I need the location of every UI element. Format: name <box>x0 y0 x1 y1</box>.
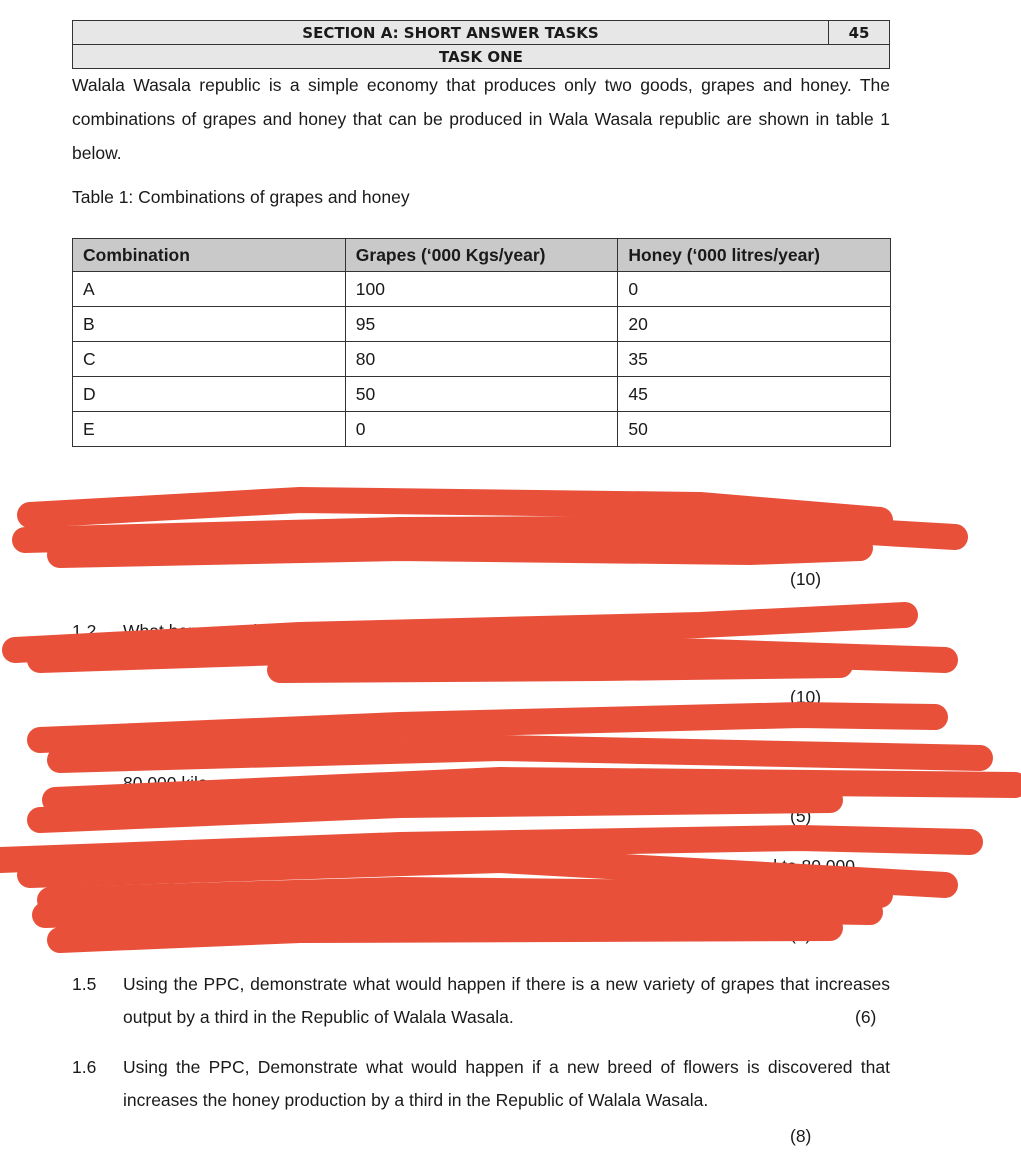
table-cell: 0 <box>345 412 618 447</box>
table-cell: 35 <box>618 342 891 377</box>
question-number: 1.6 <box>72 1057 97 1077</box>
redaction-stroke <box>40 800 830 820</box>
question-text: which correspond to 80 000 <box>640 856 855 876</box>
column-header: Combination <box>73 239 346 272</box>
redaction-stroke <box>60 928 830 940</box>
question-1-2-marks: (10) <box>790 687 822 707</box>
redaction-stroke <box>280 665 840 670</box>
table-cell: E <box>73 412 346 447</box>
table-cell: B <box>73 307 346 342</box>
table-cell: 45 <box>618 377 891 412</box>
question-text: Using the PPC, Demonstrate what would happen if a new breed of flowers is discovered that increases the honey production by a third in the Republic of Walala Wasala. <box>123 1057 890 1110</box>
question-text: Using the PPC, demonstrate what would happen if there is a new variety of grapes that increases output by a third in the Republic of Walala Wasala. <box>123 974 890 1027</box>
redaction-stroke <box>60 548 860 555</box>
table-caption: Table 1: Combinations of grapes and honey <box>72 187 410 207</box>
table-cell: 80 <box>345 342 618 377</box>
question-1-6-marks: (8) <box>790 1126 812 1146</box>
redaction-stroke <box>45 905 870 915</box>
question-1-4-marks: (6) <box>790 924 812 944</box>
section-title: SECTION A: SHORT ANSWER TASKS <box>73 21 829 45</box>
question-1-5 <box>72 968 890 1034</box>
redaction-stroke <box>60 748 980 760</box>
table-cell: 20 <box>618 307 891 342</box>
question-1-1-marks: (10) <box>790 569 822 589</box>
question-text: What happens when th <box>123 621 303 641</box>
question-number: 1.5 <box>72 974 97 994</box>
table-cell: 0 <box>618 272 891 307</box>
question-1-3-marks: (5) <box>790 806 812 826</box>
table-cell: 50 <box>345 377 618 412</box>
table-cell: D <box>73 377 346 412</box>
table-cell: C <box>73 342 346 377</box>
question-1-5-marks: (6) <box>855 1007 877 1027</box>
column-header: Honey (‘000 litres/year) <box>618 239 891 272</box>
section-marks: 45 <box>829 21 890 45</box>
table-cell: 95 <box>345 307 618 342</box>
task-title: TASK ONE <box>73 45 890 69</box>
table-cell: A <box>73 272 346 307</box>
table-cell: 100 <box>345 272 618 307</box>
column-header: Grapes (‘000 Kgs/year) <box>345 239 618 272</box>
question-number: 1.2 <box>72 621 97 641</box>
redaction-marks <box>0 500 1015 940</box>
question-text: 80 000 kilo <box>123 773 208 793</box>
intro-paragraph: Walala Wasala republic is a simple economy that produces only two goods, grapes and honey. The combinations of grapes and honey that can be produced in Wala Wasala republic are shown in table 1 below. <box>72 75 890 163</box>
table-cell: 50 <box>618 412 891 447</box>
question-1-6 <box>72 1051 890 1117</box>
